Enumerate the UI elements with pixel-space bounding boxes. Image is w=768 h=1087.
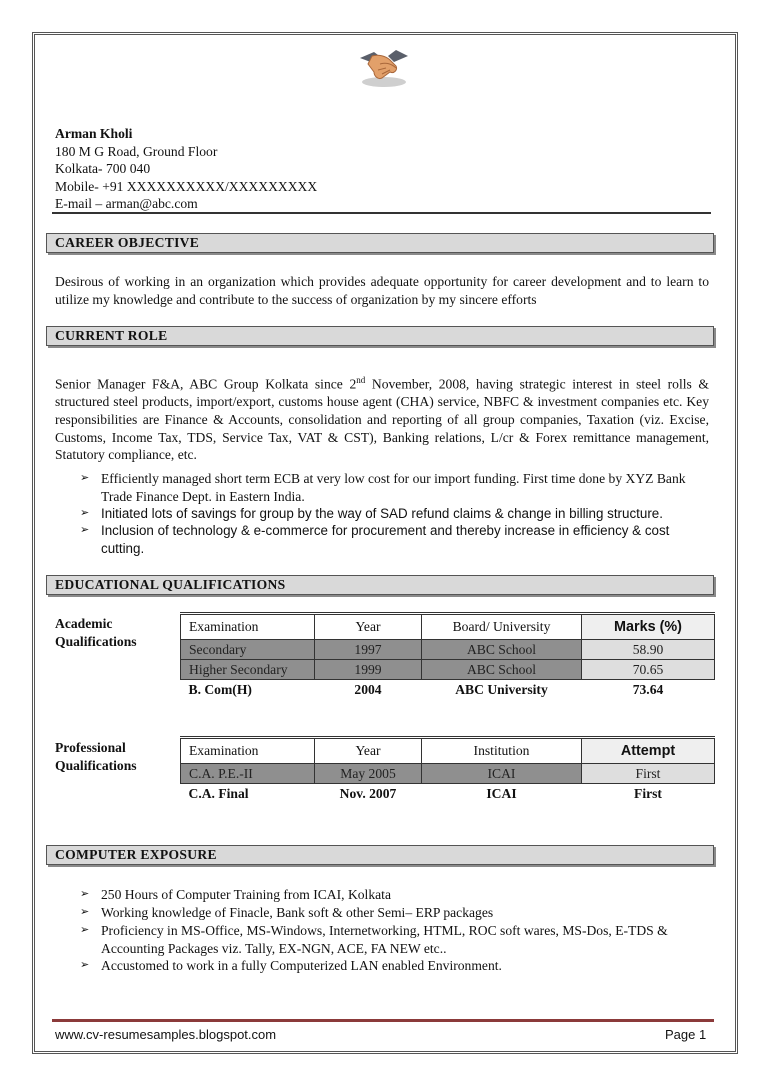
section-title: CURRENT ROLE [55, 328, 168, 343]
header-marks: Marks (%) [582, 614, 715, 640]
cell: ABC School [422, 640, 582, 660]
computer-bullet [80, 886, 710, 904]
table-row [181, 660, 715, 680]
arrow-bullet-icon: ➢ [80, 507, 90, 519]
arrow-bullet-icon: ➢ [80, 924, 90, 936]
role-bullet-text: Efficiently managed short term ECB at very low cost for our import funding. First time done by XYZ Bank Trade Finance Dept. in Eastern India. [101, 471, 686, 504]
computer-bullet [80, 904, 710, 922]
cell: Secondary [181, 640, 315, 660]
cell: B. Com(H) [188, 682, 252, 697]
cell: First [582, 764, 715, 784]
computer-bullet-text: Proficiency in MS-Office, MS-Windows, Internetworking, HTML, ROC soft wares, MS-Dos, E-TDS & Accounting Packages viz. Tally, EX-NGN, ACE, FA NEW etc.. [101, 923, 668, 956]
cell: C.A. P.E.-II [181, 764, 315, 784]
role-intro-rest: November, 2008, having strategic interest in steel rolls & structured steel products, import/export, customs house agent (CHA) service, NBFC & investment companies etc. Key responsibilities are Finance & Accounts, consolidation and reporting of all group companies, Taxation (viz. Excise, Customs, Income Tax, TDS, Service Tax, VAT & CST), Banking relations, L/cr & Forex remittance management, Statutory compliance, etc. [55, 376, 709, 463]
academic-label-line1: Academic [55, 616, 113, 631]
table-row [181, 784, 715, 805]
cell: 58.90 [582, 640, 715, 660]
table-row [181, 764, 715, 784]
objective-text: Desirous of working in an organization which provides adequate opportunity for career development and to learn to utilize my knowledge and contribute to the success of organization by my sincere efforts [55, 274, 709, 307]
arrow-bullet-icon: ➢ [80, 906, 90, 918]
cell: ABC University [455, 682, 548, 697]
section-computer-exposure [46, 845, 714, 865]
computer-bullet-text: Working knowledge of Finacle, Bank soft & other Semi– ERP packages [101, 905, 494, 920]
footer-page-number: Page 1 [665, 1027, 707, 1042]
arrow-bullet-icon: ➢ [80, 472, 90, 484]
mobile-number: Mobile- +91 XXXXXXXXXX/XXXXXXXXX [55, 178, 318, 194]
professional-label-line1: Professional [55, 740, 126, 755]
computer-bullet [80, 922, 680, 957]
header-board: Board/ University [422, 614, 582, 640]
academic-table [180, 612, 715, 700]
role-bullet [80, 505, 710, 523]
header-institution: Institution [422, 738, 582, 764]
address-line-2: Kolkata- 700 040 [55, 161, 151, 177]
section-career-objective [46, 233, 714, 253]
table-header-row [181, 738, 715, 764]
arrow-bullet-icon: ➢ [80, 959, 90, 971]
section-title: EDUCATIONAL QUALIFICATIONS [55, 577, 286, 592]
cell: 1997 [315, 640, 422, 660]
cell: C.A. Final [188, 786, 249, 801]
email-address: E-mail – arman@abc.com [55, 196, 198, 212]
cell: 73.64 [632, 682, 664, 697]
cell: 1999 [315, 660, 422, 680]
role-bullet-text: Initiated lots of savings for group by the way of SAD refund claims & change in billing structure. [101, 506, 663, 521]
section-education [46, 575, 714, 595]
cell: Nov. 2007 [339, 786, 397, 801]
role-bullet-text: Inclusion of technology & e-commerce for procurement and thereby increase in efficiency & cost cutting. [101, 523, 670, 556]
contact-block [55, 125, 317, 213]
cell: ICAI [422, 764, 582, 784]
arrow-bullet-icon: ➢ [80, 888, 90, 900]
section-current-role [46, 326, 714, 346]
cell: May 2005 [315, 764, 422, 784]
role-bullet [80, 522, 710, 557]
header-rule [52, 212, 711, 214]
role-bullet [80, 470, 710, 505]
role-intro: Senior Manager F&A, ABC Group Kolkata since 2 [55, 376, 357, 392]
cell: 70.65 [582, 660, 715, 680]
footer-rule [52, 1019, 714, 1022]
cell: ICAI [486, 786, 517, 801]
footer-site: www.cv-resumesamples.blogspot.com [55, 1027, 277, 1042]
arrow-bullet-icon: ➢ [80, 524, 90, 536]
computer-bullet-text: Accustomed to work in a fully Computerized LAN enabled Environment. [101, 958, 502, 973]
header-examination: Examination [181, 614, 315, 640]
cell: Higher Secondary [181, 660, 315, 680]
computer-bullet [80, 957, 710, 975]
handshake-icon [356, 44, 412, 90]
header-examination: Examination [181, 738, 315, 764]
table-row [181, 640, 715, 660]
academic-label-line2: Qualifications [55, 633, 137, 649]
academic-label [55, 615, 137, 650]
professional-table [180, 736, 715, 804]
role-intro-sup: nd [356, 375, 366, 385]
cell: ABC School [422, 660, 582, 680]
header-year: Year [315, 738, 422, 764]
address-line-1: 180 M G Road, Ground Floor [55, 143, 218, 159]
professional-label-line2: Qualifications [55, 757, 137, 773]
current-role-text [55, 372, 709, 464]
table-header-row [181, 614, 715, 640]
professional-label [55, 739, 137, 774]
section-title: COMPUTER EXPOSURE [55, 847, 217, 862]
candidate-name: Arman Kholi [55, 126, 133, 141]
table-row [181, 680, 715, 701]
header-attempt: Attempt [582, 738, 715, 764]
cell: First [634, 786, 662, 801]
header-year: Year [315, 614, 422, 640]
section-title: CAREER OBJECTIVE [55, 235, 200, 250]
computer-bullet-text: 250 Hours of Computer Training from ICAI, Kolkata [101, 887, 391, 902]
cell: 2004 [354, 682, 382, 697]
